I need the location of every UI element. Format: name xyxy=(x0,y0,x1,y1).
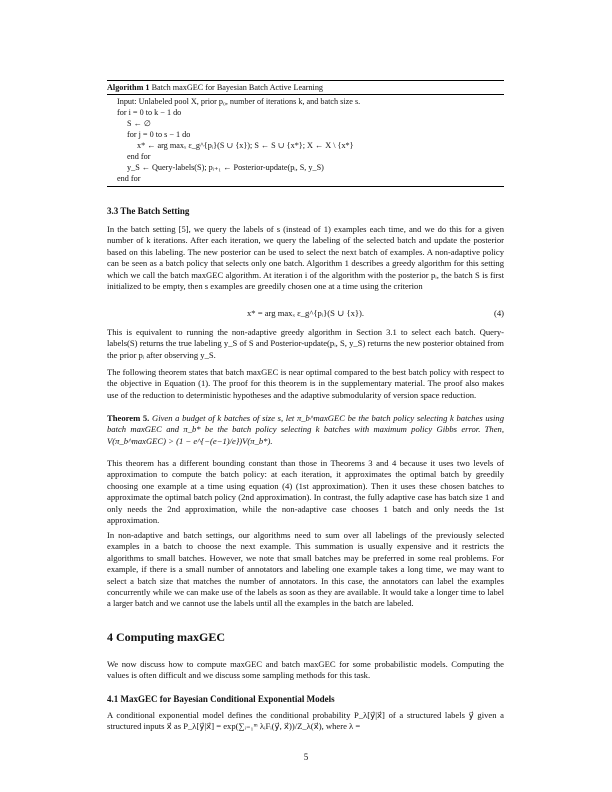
algorithm-label: Algorithm 1 xyxy=(107,83,150,92)
paragraph-exponential-model: A conditional exponential model defines the conditional probability P_λ[y⃗|x⃗] of a structured labels y⃗ given a structured inputs x⃗ as P_λ[y⃗|x⃗] = exp(∑ᵢ₌₁ᵐ λᵢFᵢ(y⃗, x⃗))/Z_λ(x⃗), where λ = xyxy=(107,710,504,732)
equation-number: (4) xyxy=(493,308,504,318)
algorithm-line: x* ← arg maxₓ ε_g^{pᵢ}(S ∪ {x}); S ← S ∪ {x*}; X ← X \ {x*} xyxy=(137,141,354,150)
algorithm-box xyxy=(107,80,504,187)
algorithm-line: for j = 0 to s − 1 do xyxy=(127,130,191,139)
algorithm-title xyxy=(107,81,504,94)
section-heading-4-1: 4.1 MaxGEC for Bayesian Conditional Exponential Models xyxy=(107,694,335,704)
theorem-statement: Given a budget of k batches of size s, let π_b^maxGEC be the batch policy selecting k batches using batch maxGEC and π_b* be the batch policy selecting k batches with maximum policy Gibbs error. Then, V(π_b^maxGEC) > (1 − e^{−(e−1)/e})V(π_b*). xyxy=(107,413,504,446)
paragraph-small-batches: In non-adaptive and batch settings, our algorithms need to sum over all labelings of the previously selected examples in a batch to choose the next example. This summation is usually expensive and it restricts the algorithms to small batches. However, we note that small batches may be preferred in some real problems. For example, if there is a small number of annotators and labeling one example takes a long time, we may want to select a batch size that matches the number of annotators. In this case, the annotators can label the examples concurrently while we can make use of the labels as soon as they are available. It would take a longer time to label a larger batch and we cannot use the labels until all the examples in the batch are labeled. xyxy=(107,530,504,609)
equation-4: x* = arg maxₓ ε_g^{pᵢ}(S ∪ {x}). xyxy=(246,308,365,318)
algorithm-body xyxy=(107,95,504,186)
theorem-label: Theorem 5. xyxy=(107,413,150,423)
algorithm-line: for i = 0 to k − 1 do xyxy=(117,108,182,117)
paragraph-batch-setting: In the batch setting [5], we query the labels of s (instead of 1) examples each time, and we do this for a given number of k iterations. After each iteration, we query the labeling of the selected batch and update the posterior based on this labeling. The new posterior can be used to select the next batch of examples. A non-adaptive policy can be seen as a batch policy that selects only one batch. Algorithm 1 describes a greedy algorithm for this setting which we call the batch maxGEC algorithm. At iteration i of the algorithm with the posterior pᵢ, the batch S is first initialized to be empty, then s examples are greedily chosen one at a time using the criterion xyxy=(107,224,504,292)
algorithm-line: end for xyxy=(127,152,151,161)
paragraph-equivalence: This is equivalent to running the non-adaptive greedy algorithm in Section 3.1 to select each batch. Query-labels(S) returns the true labeling y_S of S and Posterior-update(pᵢ, S, y_S) returns the new posterior obtained from the prior pᵢ after observing y_S. xyxy=(107,327,504,360)
page-number: 5 xyxy=(303,752,309,762)
paragraph-computing: We now discuss how to compute maxGEC and batch maxGEC for some probabilistic models. Computing the values is often difficult and we discuss some sampling methods for this task. xyxy=(107,659,504,681)
algorithm-line: end for xyxy=(117,174,141,183)
paragraph-theorem-intro: The following theorem states that batch maxGEC is near optimal compared to the best batch policy with respect to the objective in Equation (1). The proof for this theorem is in the supplementary material. The proof also makes use of the reduction to deterministic hypotheses and the adaptive submodularity of version space reduction. xyxy=(107,367,504,400)
section-heading-3-3: 3.3 The Batch Setting xyxy=(107,206,190,216)
algorithm-line: S ← ∅ xyxy=(127,119,151,128)
algorithm-line: y_S ← Query-labels(S); pᵢ₊₁ ← Posterior-update(pᵢ, S, y_S) xyxy=(127,163,324,172)
theorem-5 xyxy=(107,413,504,447)
section-heading-4: 4 Computing maxGEC xyxy=(107,630,226,644)
paragraph-bounding-constant: This theorem has a different bounding constant than those in Theorems 3 and 4 because it uses two levels of approximation to compute the batch policy: at each iteration, it approximates the optimal batch by greedily choosing one example at a time using equation (4) (1st approximation). Then it uses these chosen batches to approximate the optimal batch policy (2nd approximation). In contrast, the fully adaptive case has batch size 1 and only needs the 2nd approximation, while the non-adaptive case chooses 1 batch and only needs the 1st approximation. xyxy=(107,458,504,526)
algorithm-caption: Batch maxGEC for Bayesian Batch Active Learning xyxy=(151,83,324,92)
algorithm-line: Input: Unlabeled pool X, prior p₀, number of iterations k, and batch size s. xyxy=(117,97,361,106)
